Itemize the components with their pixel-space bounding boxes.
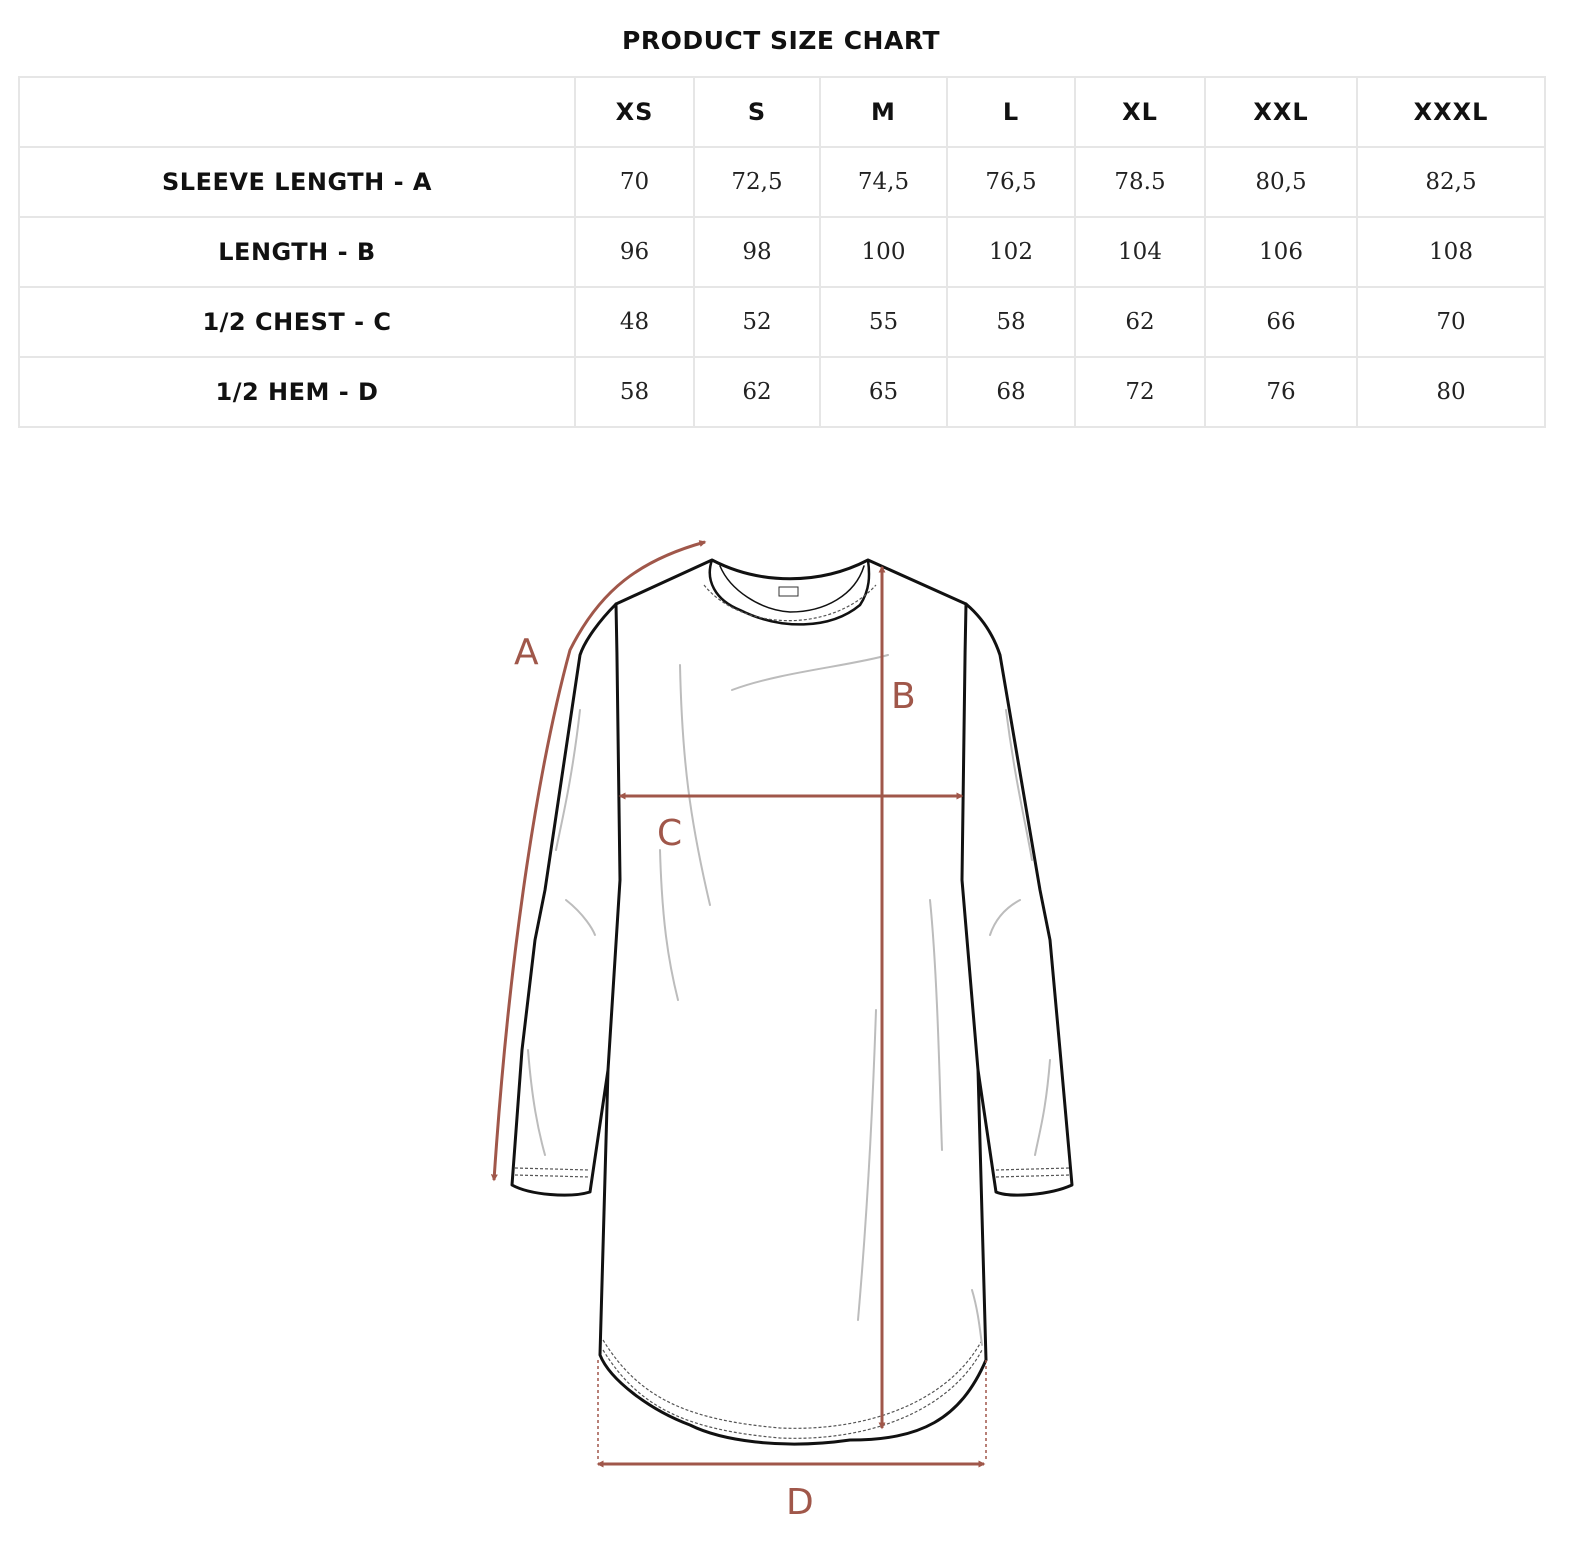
table-cell: 78.5 (1075, 147, 1205, 217)
table-cell: 106 (1205, 217, 1357, 287)
table-cell: 65 (820, 357, 947, 427)
table-row (19, 287, 1545, 357)
table-cell: 66 (1205, 287, 1357, 357)
size-header: XL (1075, 77, 1205, 147)
row-label: 1/2 HEM - D (19, 357, 575, 427)
dimension-label-a: A (514, 632, 539, 673)
table-cell: 100 (820, 217, 947, 287)
table-cell: 76 (1205, 357, 1357, 427)
row-label: SLEEVE LENGTH - A (19, 147, 575, 217)
page-title: PRODUCT SIZE CHART (622, 26, 940, 55)
table-cell: 62 (694, 357, 820, 427)
size-header: S (694, 77, 820, 147)
neck-label-icon (779, 587, 798, 596)
table-cell: 76,5 (947, 147, 1075, 217)
table-cell: 82,5 (1357, 147, 1545, 217)
table-cell: 80 (1357, 357, 1545, 427)
size-header: L (947, 77, 1075, 147)
table-cell: 102 (947, 217, 1075, 287)
table-cell: 58 (947, 287, 1075, 357)
dimension-label-b: B (891, 676, 916, 717)
size-header: XXXL (1357, 77, 1545, 147)
size-chart-table (18, 76, 1546, 428)
size-header: M (820, 77, 947, 147)
table-row (19, 217, 1545, 287)
table-cell: 70 (1357, 287, 1545, 357)
table-cell: 70 (575, 147, 694, 217)
table-row (19, 147, 1545, 217)
dimension-label-d: D (786, 1482, 814, 1523)
size-header: XS (575, 77, 694, 147)
garment-measurement-diagram (0, 440, 1580, 1550)
table-cell: 52 (694, 287, 820, 357)
stitching-details (515, 585, 1070, 1438)
table-cell: 104 (1075, 217, 1205, 287)
table-cell: 74,5 (820, 147, 947, 217)
table-header-row (19, 77, 1545, 147)
table-cell: 72,5 (694, 147, 820, 217)
table-cell: 98 (694, 217, 820, 287)
table-cell: 72 (1075, 357, 1205, 427)
long-sleeve-tshirt-dress-icon (512, 560, 1072, 1444)
table-cell: 96 (575, 217, 694, 287)
table-cell: 68 (947, 357, 1075, 427)
dimension-label-c: C (657, 813, 683, 854)
table-cell: 48 (575, 287, 694, 357)
table-corner-cell (19, 77, 575, 147)
table-cell: 62 (1075, 287, 1205, 357)
table-cell: 55 (820, 287, 947, 357)
row-label: LENGTH - B (19, 217, 575, 287)
table-cell: 58 (575, 357, 694, 427)
table-cell: 80,5 (1205, 147, 1357, 217)
size-header: XXL (1205, 77, 1357, 147)
table-cell: 108 (1357, 217, 1545, 287)
row-label: 1/2 CHEST - C (19, 287, 575, 357)
table-row (19, 357, 1545, 427)
